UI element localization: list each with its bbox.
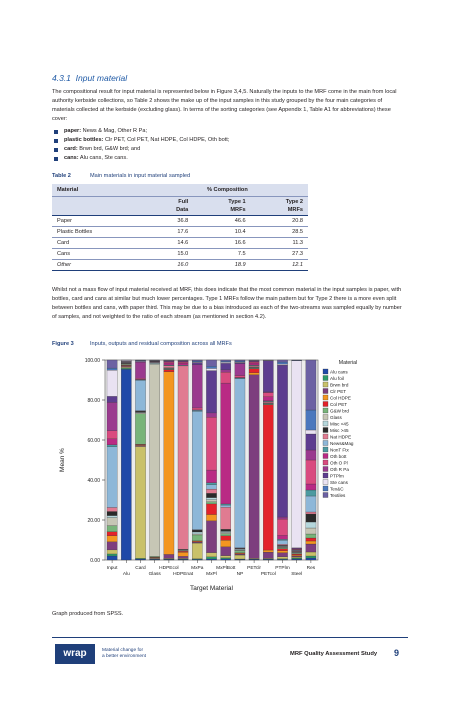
bar-segment (221, 531, 231, 532)
bar-segment (306, 558, 316, 560)
bar-segment (306, 528, 316, 534)
bar-segment (277, 544, 287, 545)
legend-label: Col HDPE (330, 395, 351, 401)
legend-label: Alu foil (330, 375, 344, 381)
bar-segment (178, 552, 188, 556)
cell-type1: 46.6 (193, 216, 250, 227)
bar-segment (107, 360, 117, 368)
legend-label: Oth R Pa (330, 466, 349, 472)
bar-segment (235, 551, 245, 553)
x-tick-label: Glass (148, 572, 161, 577)
x-tick-label: Card (135, 566, 146, 571)
bar-segment (221, 372, 231, 383)
x-tick-label: MxPa (191, 566, 204, 571)
bar-segment (192, 363, 202, 365)
bar-segment (206, 413, 216, 417)
bar-segment (263, 550, 273, 552)
header-type-1: Type 1 MRFs (193, 197, 250, 216)
y-tick-label: 80.00 (87, 398, 100, 404)
bar-segment (192, 543, 202, 559)
bar-segment (306, 430, 316, 434)
bar-segment (306, 460, 316, 484)
bar-segment (206, 553, 216, 557)
bar-segment (107, 439, 117, 445)
bar-segment (292, 558, 302, 559)
cell-type2: 20.8 (251, 216, 308, 227)
bar-segment (206, 559, 216, 560)
table-number: Table 2 (52, 173, 71, 179)
bar-segment (206, 489, 216, 493)
bar-segment (107, 368, 117, 370)
bar-segment (235, 360, 245, 361)
bar-segment (206, 366, 216, 368)
x-tick-label: HDPEcol (159, 566, 179, 571)
legend-swatch (323, 441, 328, 446)
y-tick-label: 100.00 (84, 358, 100, 364)
legend-label: Oth bott (330, 453, 347, 459)
list-item (52, 145, 229, 154)
bar-segment (192, 360, 202, 361)
bar-segment (206, 502, 216, 504)
bar-segment (206, 485, 216, 489)
cell-type1: 7.5 (193, 249, 250, 260)
bar-segment (221, 361, 231, 362)
bar-segment (249, 369, 259, 373)
legend-label: Misc >45 (330, 427, 349, 433)
chart-svg (52, 354, 397, 606)
bar-segment (107, 536, 117, 542)
footer-document-title: MRF Quality Assessment Study (290, 651, 378, 657)
bar-segment (107, 512, 117, 516)
bar-segment (235, 555, 245, 559)
bullet-text: News & Mag, Other R Pa; (81, 128, 148, 134)
materials-table (52, 184, 308, 271)
bar-segment (277, 519, 287, 535)
bar-segment (164, 372, 174, 555)
bar-segment (221, 504, 231, 505)
tagline-line-2: a better environment (102, 653, 146, 659)
bar-segment (206, 368, 216, 370)
bar-segment (121, 360, 131, 361)
row-material: Plastic Bottles (52, 227, 147, 238)
bar-segment (221, 556, 231, 558)
legend-swatch (323, 389, 328, 394)
legend-swatch (323, 415, 328, 420)
x-axis-label: Target Material (190, 585, 233, 592)
bar-segment (263, 393, 273, 397)
bar-segment (221, 536, 231, 540)
cell-full: 36.8 (147, 216, 193, 227)
bar-segment (206, 493, 216, 497)
legend-swatch (323, 473, 328, 478)
bar-segment (292, 361, 302, 548)
tagline-line-1: Material change for (102, 648, 144, 653)
page-number: 9 (394, 648, 400, 658)
bar-segment (107, 550, 117, 554)
legend-swatch (323, 480, 328, 485)
bullet-text: Alu cans, Ste cans. (78, 155, 128, 162)
bar-segment (221, 360, 231, 361)
cell-full: 14.6 (147, 238, 193, 249)
bullet-label: cans: (64, 155, 79, 162)
legend-label: G&W brd (330, 408, 349, 414)
bar-segment (292, 557, 302, 558)
legend-swatch (323, 376, 328, 381)
bar-segment (263, 405, 273, 550)
bar-segment (263, 552, 273, 558)
bar-segment (235, 549, 245, 550)
legend-swatch (323, 486, 328, 491)
y-tick-label: 20.00 (87, 518, 100, 524)
bar-segment (235, 554, 245, 555)
legend-label: Tex&C (330, 486, 344, 492)
bullet-label: card: (64, 146, 78, 153)
bar-segment (107, 402, 117, 430)
bar-segment (277, 364, 287, 365)
footer-divider (52, 637, 408, 638)
bar-segment (150, 364, 160, 556)
bar-segment (235, 361, 245, 362)
bar-segment (277, 517, 287, 519)
table-caption (52, 173, 190, 179)
bar-segment (221, 363, 231, 370)
section-number: 4.3.1 (52, 73, 71, 83)
legend-swatch (323, 454, 328, 459)
bar-segment (221, 558, 231, 559)
x-tick-label: HDPEnat (173, 572, 194, 577)
bar-segment (206, 521, 216, 553)
bar-segment (221, 529, 231, 531)
bar-segment (306, 544, 316, 552)
bar-segment (107, 370, 117, 396)
legend-label: NonT Ftx (330, 447, 349, 453)
bar-segment (192, 535, 202, 541)
x-tick-label: Steel (291, 572, 303, 577)
header-blank (52, 197, 147, 216)
bar-segment (107, 445, 117, 447)
legend-label: Ste cans (330, 479, 348, 485)
bar-segment (221, 540, 231, 547)
bar-segment (206, 498, 216, 500)
cell-type1: 18.9 (193, 260, 250, 271)
cell-full: 17.6 (147, 227, 193, 238)
bar-segment (206, 557, 216, 559)
bar-segment (192, 410, 202, 411)
bar-segment (277, 548, 287, 549)
bar-segment (107, 447, 117, 508)
bar-segment (107, 516, 117, 518)
bar-segment (306, 360, 316, 410)
header-type-2: Type 2 MRFs (251, 197, 308, 216)
bar-segment (192, 365, 202, 408)
list-item (52, 154, 229, 163)
figure-caption (52, 341, 232, 347)
x-tick-label: NP (236, 572, 244, 577)
x-tick-label: Input (106, 566, 118, 571)
bar-segment (206, 500, 216, 502)
bar-segment (306, 496, 316, 512)
bar-segment (277, 362, 287, 364)
bar-segment (107, 396, 117, 402)
bar-segment (277, 540, 287, 544)
list-item (52, 127, 229, 136)
bar-segment (192, 411, 202, 529)
bar-segment (107, 526, 117, 532)
legend-label: Clr PET (330, 388, 347, 394)
bar-segment (221, 383, 231, 504)
bar-segment (206, 371, 216, 413)
y-axis-label: Mean % (59, 448, 66, 472)
bar-segment (221, 505, 231, 507)
legend-label: Nat HDPE (330, 434, 352, 440)
bar-segment (221, 559, 231, 560)
list-item (52, 136, 229, 145)
bar-segment (135, 446, 145, 558)
x-tick-label: PETclr (247, 566, 262, 571)
row-material: Paper (52, 216, 147, 227)
bar-segment (221, 370, 231, 372)
x-tick-label: Res (306, 566, 316, 571)
bar-segment (164, 554, 174, 558)
cell-type1: 10.4 (193, 227, 250, 238)
bullet-text: Brwn brd, G&W brd; and (77, 146, 141, 153)
bar-segment (277, 553, 287, 557)
bar-segment (277, 539, 287, 540)
row-material: Cans (52, 249, 147, 260)
header-material: Material (52, 184, 147, 197)
bar-segment (249, 362, 259, 363)
y-tick-label: 0.00 (90, 558, 100, 564)
bar-segment (164, 370, 174, 372)
bar-segment (206, 417, 216, 470)
bar-segment (221, 534, 231, 536)
bar-segment (292, 555, 302, 556)
bar-segment (121, 367, 131, 368)
bar-segment (135, 559, 145, 560)
legend-swatch (323, 402, 328, 407)
bar-segment (306, 522, 316, 528)
bar-segment (164, 362, 174, 363)
material-category-list (52, 127, 229, 163)
table-row (52, 260, 308, 271)
bar-segment (178, 362, 188, 363)
bar-segment (306, 410, 316, 430)
table-row (52, 227, 308, 238)
bar-segment (178, 363, 188, 365)
legend-label: Textiles (330, 492, 346, 498)
bar-segment (135, 411, 145, 412)
bar-segment (107, 518, 117, 526)
legend-swatch (323, 369, 328, 374)
wrap-logo: wrap (55, 644, 95, 664)
bar-segment (277, 551, 287, 553)
cell-type2: 27.3 (251, 249, 308, 260)
section-heading (52, 73, 127, 83)
table-row (52, 216, 308, 227)
bar-segment (192, 542, 202, 543)
bar-segment (221, 507, 231, 529)
bar-segment (306, 538, 316, 541)
bar-segment (235, 548, 245, 549)
bar-segment (277, 557, 287, 559)
bar-segment (235, 379, 245, 548)
bar-segment (249, 373, 259, 375)
bar-segment (306, 484, 316, 490)
bar-segment (249, 363, 259, 365)
legend-label: Alu cans (330, 369, 348, 375)
bar-segment (107, 431, 117, 439)
row-material: Card (52, 238, 147, 249)
bar-segment (277, 360, 287, 362)
bar-segment (121, 368, 131, 369)
cell-type2: 12.1 (251, 260, 308, 271)
legend-swatch (323, 395, 328, 400)
header-composition: % Composition (147, 184, 308, 197)
bar-segment (306, 556, 316, 558)
bullet-label: plastic bottles: (64, 137, 104, 144)
bar-segment (206, 483, 216, 485)
row-material: Other (52, 260, 147, 271)
legend-swatch (323, 467, 328, 472)
bar-segment (164, 366, 174, 368)
cell-type2: 11.3 (251, 238, 308, 249)
figure-caption-text: Inputs, outputs and residual composition across all MRFs (90, 341, 232, 347)
bar-segment (135, 362, 145, 378)
stacked-bar-chart (52, 354, 397, 606)
cell-type1: 16.6 (193, 238, 250, 249)
table-row (52, 249, 308, 260)
bar-segment (263, 361, 273, 392)
bar-segment (150, 363, 160, 364)
section-title: Input material (75, 73, 128, 83)
bar-segment (249, 366, 259, 367)
legend-label: News&Mag (330, 440, 354, 446)
discussion-paragraph: Whilst not a mass flow of input material received at MRF, this does indicate that the most common material in the input samples is paper, with bottles, card and cans at similar but much lower percentages. Type 1 MRFs follow the main pattern but for Type 2 there is a more even split between bottles and cans, with paper third. This may be due to a bias introduced as each of the two-streams was sampled equally by number of samples, and not weighted to the ratio of each stream (as mentioned in section 4.2). (52, 287, 402, 321)
bar-segment (221, 362, 231, 363)
legend-label: Oth O Pl (330, 460, 348, 466)
y-tick-label: 40.00 (87, 478, 100, 484)
footer-tagline (102, 648, 146, 659)
bar-segment (107, 532, 117, 536)
cell-type2: 28.5 (251, 227, 308, 238)
bar-segment (192, 530, 202, 532)
bar-segment (263, 397, 273, 401)
bar-segment (107, 556, 117, 560)
y-tick-label: 60.00 (87, 438, 100, 444)
bar-segment (135, 413, 145, 414)
bar-segment (192, 532, 202, 534)
x-tick-label: MxPl (206, 572, 217, 577)
header-full-data: Full Data (147, 197, 193, 216)
bar-segment (221, 547, 231, 556)
bar-segment (135, 378, 145, 379)
legend-label: PTPlm (330, 473, 344, 479)
bar-segment (292, 554, 302, 555)
legend-swatch (323, 434, 328, 439)
bar-segment (107, 542, 117, 550)
legend-swatch (323, 382, 328, 387)
table-caption-text: Main materials in input material sampled (90, 173, 191, 179)
bar-segment (178, 366, 188, 549)
legend-label: Misc <45 (330, 421, 349, 427)
legend-title: Material (338, 360, 358, 366)
bar-segment (206, 504, 216, 515)
bar-segment (306, 512, 316, 514)
bar-segment (206, 360, 216, 366)
bar-segment (277, 549, 287, 551)
legend-swatch (323, 421, 328, 426)
bar-segment (164, 363, 174, 365)
bar-segment (249, 375, 259, 559)
graph-source-note: Graph produced from SPSS. (52, 611, 124, 617)
x-tick-label: Alu (122, 572, 130, 577)
legend-swatch (323, 408, 328, 413)
bar-segment (135, 414, 145, 445)
bar-segment (277, 365, 287, 517)
bar-segment (277, 545, 287, 546)
bar-segment (263, 402, 273, 403)
bar-segment (235, 376, 245, 378)
bar-segment (178, 551, 188, 552)
bar-segment (306, 552, 316, 556)
x-tick-label: PETcol (260, 572, 276, 577)
bar-segment (107, 554, 117, 556)
figure-number: Figure 3 (52, 341, 74, 347)
bar-segment (192, 534, 202, 535)
bar-segment (235, 363, 245, 364)
cell-full: 15.0 (147, 249, 193, 260)
legend-swatch (323, 447, 328, 452)
bar-segment (192, 361, 202, 362)
bar-segment (306, 450, 316, 460)
x-tick-label: MxPlBott (216, 566, 236, 571)
bar-segment (206, 470, 216, 483)
bar-segment (178, 556, 188, 558)
cell-full: 16.0 (147, 260, 193, 271)
bar-segment (121, 366, 131, 367)
legend-label: Col PET (330, 401, 348, 407)
legend-swatch (323, 493, 328, 498)
bar-segment (107, 507, 117, 511)
bar-segment (306, 490, 316, 496)
legend-swatch (323, 460, 328, 465)
bullet-label: paper: (64, 128, 82, 134)
bar-segment (192, 408, 202, 410)
bar-segment (306, 434, 316, 450)
bar-segment (306, 514, 316, 522)
bar-segment (206, 514, 216, 520)
table-row (52, 238, 308, 249)
bar-segment (135, 445, 145, 446)
legend-label: Glass (330, 414, 342, 420)
bar-segment (235, 364, 245, 376)
legend-label: Brwn brd (330, 382, 349, 388)
bar-segment (121, 369, 131, 560)
x-tick-label: PTPlm (275, 566, 290, 571)
legend-swatch (323, 428, 328, 433)
bar-segment (221, 533, 231, 534)
bar-segment (277, 535, 287, 539)
intro-paragraph: The compositional result for input material is represented below in Figure 3,4,5. Naturally the inputs to the MRF come in the main from local authority kerbside collections, so Table 2 shows the make up of the input samples in this study grouped by the four main categories of materials collected at the kerbside (excluding glass). In terms of the sorting categories (see Appendix 1, Table A1 for abbreviations) these cover: (52, 89, 397, 123)
bar-segment (292, 559, 302, 560)
bar-segment (292, 556, 302, 557)
bar-segment (135, 380, 145, 411)
bar-segment (306, 534, 316, 538)
bar-segment (306, 541, 316, 544)
bullet-text: Clr PET, Col PET, Nat HDPE, Col HDPE, Oth bott; (103, 137, 230, 144)
